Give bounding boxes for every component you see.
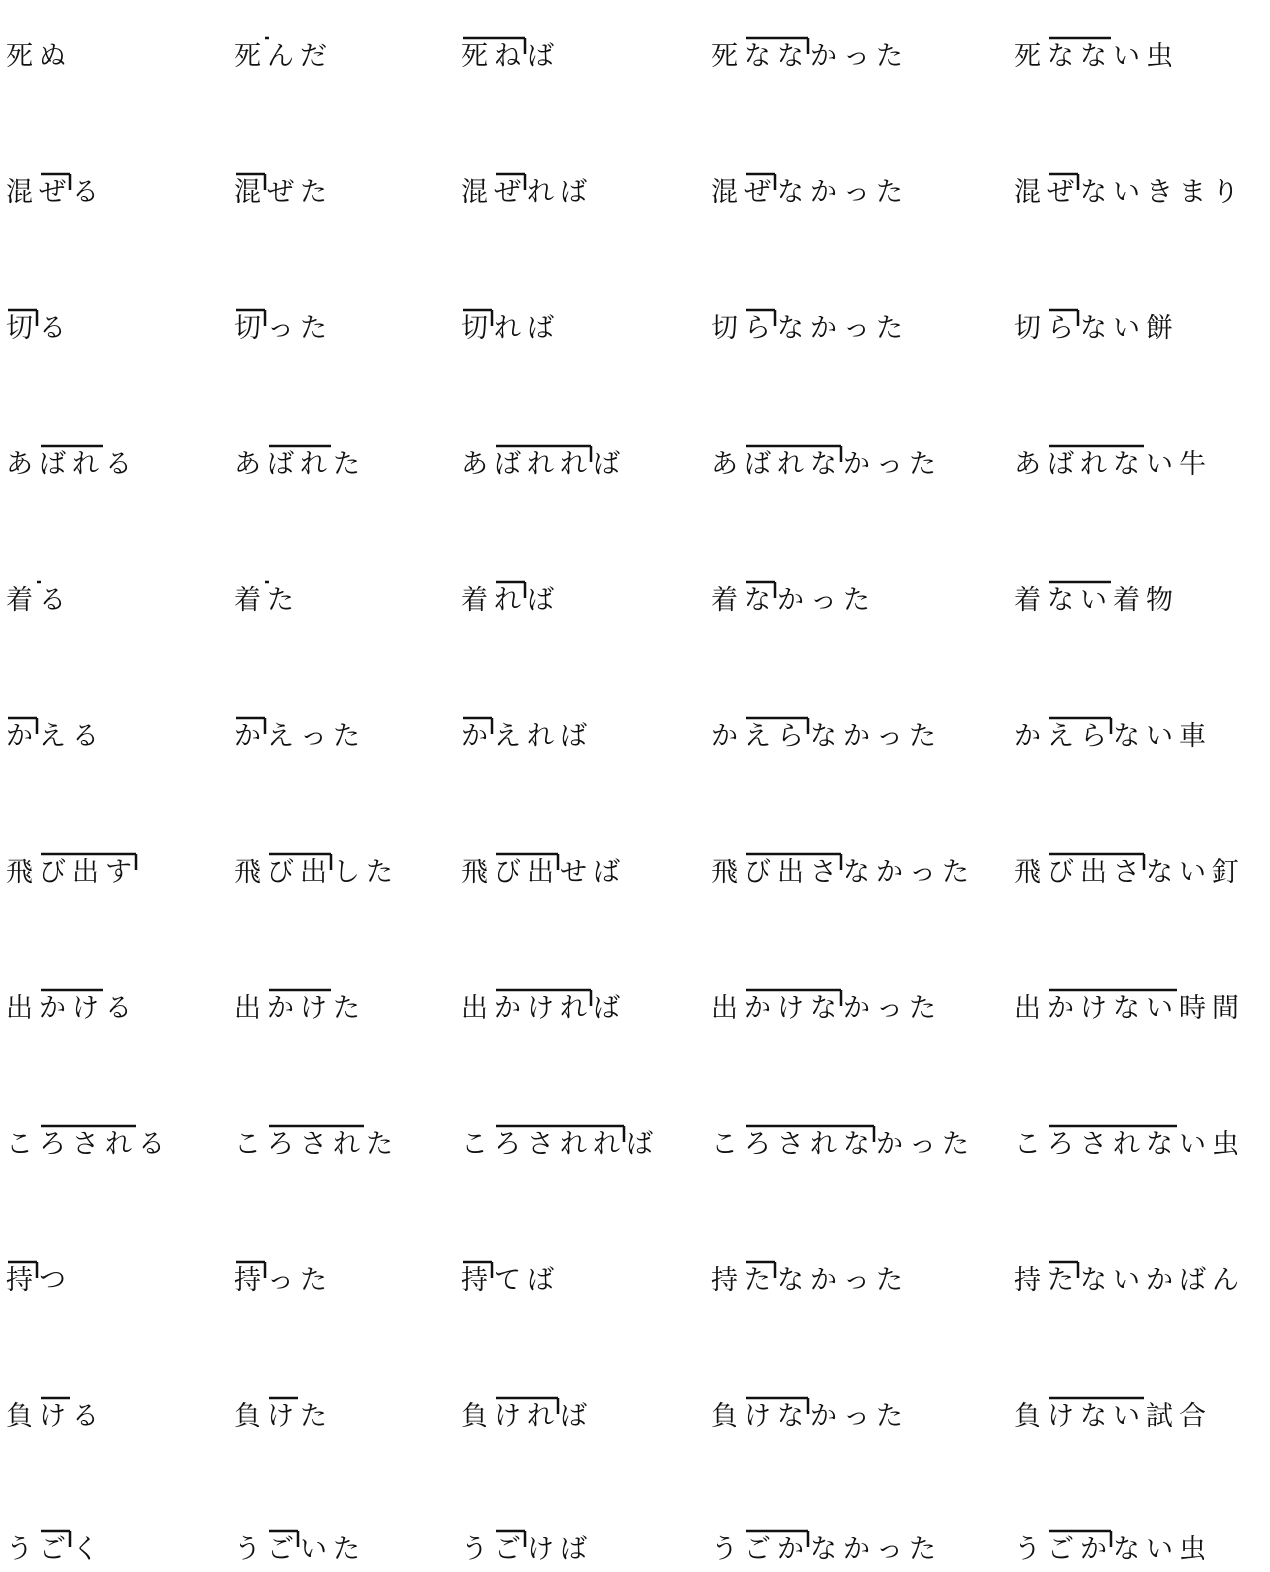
verb-form: 切らなかった [711, 313, 909, 344]
pitch-accent-mark [234, 690, 271, 738]
verb-form: ころされなかった [711, 1129, 975, 1160]
verb-form: 切らない餅 [1014, 313, 1179, 344]
verb-form: 持たないかばん [1014, 1265, 1245, 1296]
pitch-accent-mark [234, 1234, 271, 1282]
pitch-accent-mark [234, 1503, 304, 1551]
pitch-accent-mark [711, 418, 847, 466]
verb-form: ころされる [6, 1129, 171, 1160]
verb-form: あばれた [234, 449, 366, 480]
verb-form: 出かける [6, 993, 138, 1024]
verb-form: 混ぜれば [461, 177, 593, 208]
pitch-accent-mark [1014, 1370, 1150, 1418]
verb-form: 着れば [461, 585, 560, 616]
pitch-accent-mark [6, 826, 142, 874]
pitch-accent-mark [6, 1503, 76, 1551]
verb-form: 負けなかった [711, 1401, 909, 1432]
verb-form: あばれなかった [711, 449, 942, 480]
pitch-accent-mark [234, 282, 271, 330]
verb-form: 飛び出さなかった [711, 857, 975, 888]
verb-form: 負ければ [461, 1401, 593, 1432]
pitch-accent-mark [234, 1098, 370, 1146]
pitch-accent-mark [711, 282, 781, 330]
verb-row-abareru [0, 418, 1270, 478]
verb-row-kaeru [0, 690, 1270, 750]
pitch-accent-mark [711, 690, 814, 738]
verb-form: うごかない虫 [1014, 1534, 1212, 1565]
verb-form: かえらなかった [711, 721, 942, 752]
verb-form: かえる [6, 721, 105, 752]
pitch-accent-mark [1014, 690, 1117, 738]
verb-form: 切れば [461, 313, 560, 344]
pitch-accent-mark [711, 146, 781, 194]
verb-form: 着なかった [711, 585, 876, 616]
verb-form: 持たなかった [711, 1265, 909, 1296]
verb-form: かえらない車 [1014, 721, 1212, 752]
verb-row-motsu [0, 1234, 1270, 1294]
pitch-accent-mark [6, 282, 43, 330]
pitch-accent-mark [461, 1234, 498, 1282]
pitch-accent-mark [6, 1098, 142, 1146]
verb-form: あばれない牛 [1014, 449, 1212, 480]
verb-form: 死ぬ [6, 41, 72, 72]
verb-form: 出かければ [461, 993, 626, 1024]
verb-form: 着る [6, 585, 72, 616]
verb-form: 持つ [6, 1265, 72, 1296]
verb-row-mazeru [0, 146, 1270, 206]
pitch-accent-mark [461, 10, 531, 58]
verb-row-dekakeru [0, 962, 1270, 1022]
pitch-accent-mark [711, 826, 847, 874]
verb-form: うごく [6, 1534, 105, 1565]
verb-form: 混ぜた [234, 177, 333, 208]
pitch-accent-mark [1014, 10, 1117, 58]
pitch-accent-mark [1014, 826, 1150, 874]
verb-form: 飛び出せば [461, 857, 626, 888]
verb-form: あばれれば [461, 449, 626, 480]
pitch-accent-mark [1014, 962, 1183, 1010]
verb-form: ころされない虫 [1014, 1129, 1245, 1160]
pitch-accent-mark [711, 962, 847, 1010]
pitch-accent-mark [234, 1370, 304, 1418]
verb-form: 出かけた [234, 993, 366, 1024]
pitch-accent-mark [461, 1370, 564, 1418]
verb-row-shinu [0, 10, 1270, 70]
verb-form: 混ぜなかった [711, 177, 909, 208]
verb-form: かえった [234, 721, 366, 752]
verb-form: 死ななかった [711, 41, 909, 72]
verb-row-ugoku [0, 1503, 1270, 1563]
pitch-accent-mark [461, 418, 597, 466]
pitch-accent-mark [711, 1503, 814, 1551]
pitch-accent-mark [711, 10, 814, 58]
pitch-accent-mark [234, 962, 337, 1010]
pitch-accent-mark [234, 146, 271, 194]
verb-form: ころされた [234, 1129, 399, 1160]
pitch-accent-mark [6, 690, 43, 738]
pitch-accent-mark [711, 1098, 880, 1146]
pitch-accent-mark [1014, 554, 1117, 602]
verb-form: うごけば [461, 1534, 593, 1565]
pitch-accent-mark [711, 554, 781, 602]
pitch-accent-mark [461, 962, 597, 1010]
verb-form: 出かけなかった [711, 993, 942, 1024]
pitch-accent-mark [461, 826, 564, 874]
verb-form: 持った [234, 1265, 333, 1296]
pitch-accent-mark [461, 282, 498, 330]
pitch-accent-mark [1014, 146, 1084, 194]
verb-row-tobidasu [0, 826, 1270, 886]
verb-form: 飛び出す [6, 857, 138, 888]
pitch-accent-mark [1014, 1503, 1117, 1551]
verb-form: うごいた [234, 1534, 366, 1565]
verb-form: 負けた [234, 1401, 333, 1432]
pitch-accent-mark [6, 1234, 43, 1282]
verb-form: 切った [234, 313, 333, 344]
verb-form: 混ぜないきまり [1014, 177, 1245, 208]
pitch-accent-mark [234, 554, 271, 602]
pitch-accent-mark [1014, 1234, 1084, 1282]
verb-row-kiru-wear [0, 554, 1270, 614]
verb-form: 飛び出さない釘 [1014, 857, 1245, 888]
pitch-accent-mark [234, 418, 337, 466]
verb-form: 負けない試合 [1014, 1401, 1212, 1432]
verb-form: 死ねば [461, 41, 560, 72]
verb-form: 出かけない時間 [1014, 993, 1245, 1024]
pitch-accent-mark [6, 554, 43, 602]
pitch-accent-mark [234, 826, 337, 874]
pitch-accent-mark [1014, 282, 1084, 330]
pitch-accent-mark [1014, 1098, 1183, 1146]
verb-form: かえれば [461, 721, 593, 752]
verb-row-makeru [0, 1370, 1270, 1430]
verb-form: 着ない着物 [1014, 585, 1179, 616]
verb-form: 死なない虫 [1014, 41, 1179, 72]
pitch-accent-mark [6, 962, 109, 1010]
pitch-accent-mark [461, 1098, 630, 1146]
pitch-accent-mark [6, 418, 109, 466]
verb-row-korosareru [0, 1098, 1270, 1158]
verb-form: 死んだ [234, 41, 333, 72]
verb-form: 持てば [461, 1265, 560, 1296]
pitch-accent-mark [6, 146, 76, 194]
pitch-accent-mark [234, 10, 271, 58]
pitch-accent-mark [461, 690, 498, 738]
verb-row-kiru [0, 282, 1270, 342]
pitch-accent-mark [711, 1370, 814, 1418]
verb-form: ころされれば [461, 1129, 659, 1160]
pitch-accent-mark [711, 1234, 781, 1282]
pitch-accent-mark [6, 1370, 76, 1418]
verb-form: 負ける [6, 1401, 105, 1432]
pitch-accent-mark [461, 1503, 531, 1551]
verb-form: 飛び出した [234, 857, 399, 888]
verb-form: 混ぜる [6, 177, 105, 208]
pitch-accent-mark [461, 554, 531, 602]
verb-form: 着た [234, 585, 300, 616]
pitch-accent-mark [1014, 418, 1150, 466]
verb-form: うごかなかった [711, 1534, 942, 1565]
verb-form: 切る [6, 313, 72, 344]
pitch-accent-mark [461, 146, 531, 194]
verb-form: あばれる [6, 449, 138, 480]
